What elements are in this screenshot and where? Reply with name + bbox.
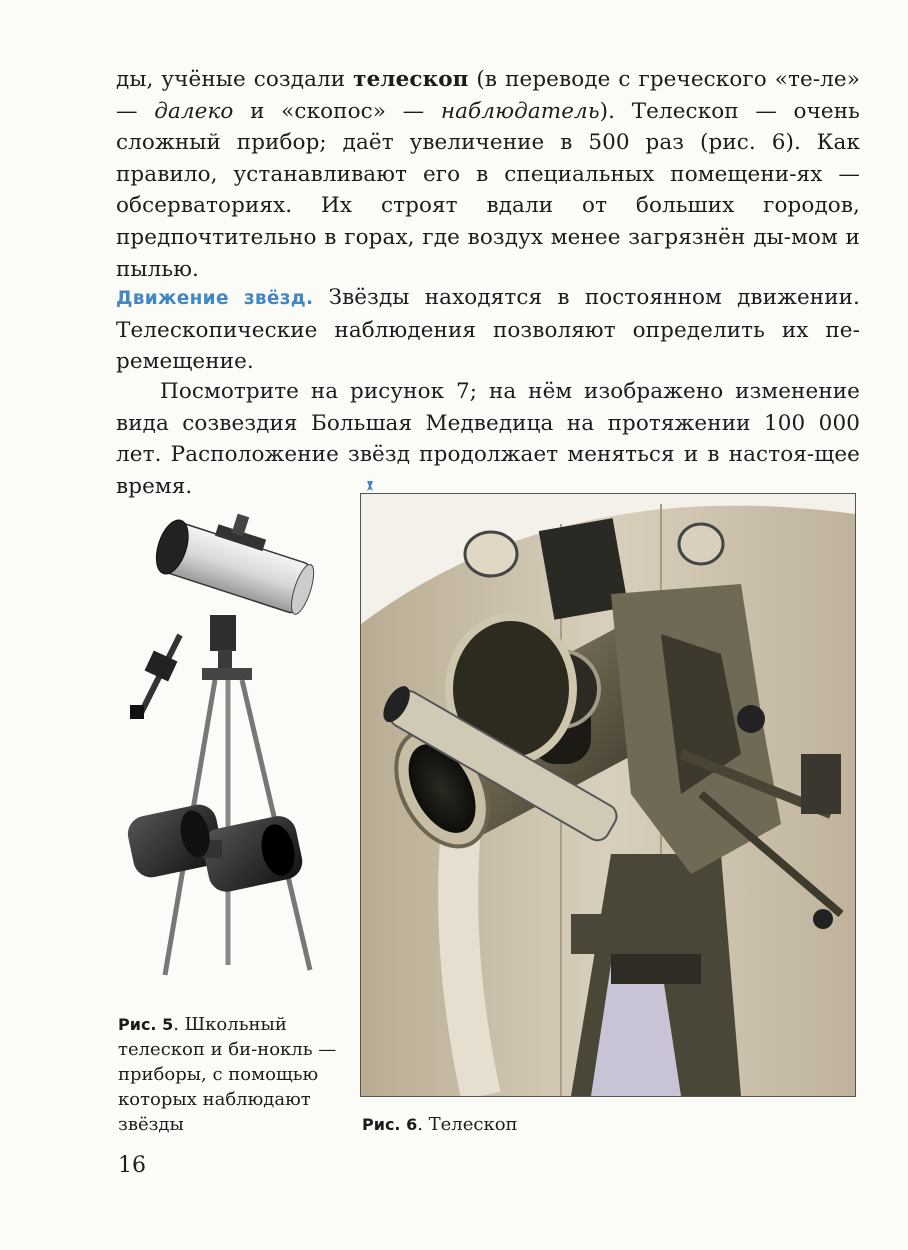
figure-5-label: Рис. 5	[118, 1015, 174, 1034]
p3-text: Посмотрите на рисунок 7; на нём изображено изменение вида созвездия Большая Медведица на протяжении 100 000 лет. Расположение звёзд продолжает меняться и в настоя-щее время.	[116, 379, 860, 499]
term-far: далеко	[154, 98, 234, 124]
term-telescope: телескоп	[353, 67, 469, 92]
paragraph-telescope	[116, 64, 860, 285]
figure-5-caption	[118, 1012, 348, 1137]
figure-6-observatory-telescope	[360, 493, 856, 1097]
p1-text-1: ды, учёные создали	[116, 67, 354, 92]
figure-6-label: Рис. 6	[362, 1115, 418, 1134]
paragraph-big-dipper	[116, 376, 860, 502]
term-observer: наблюдатель	[440, 98, 600, 124]
section-heading: Движение звёзд.	[116, 288, 314, 309]
paragraph-star-motion	[116, 282, 860, 378]
figure-6-caption	[362, 1112, 662, 1137]
p1-text-2: (в переводе с греческого «те-ле» —	[116, 67, 860, 124]
p1-text-4: ). Телескоп — очень сложный прибор; даёт увеличение в 500 раз (рис. 6). Как правило, устанавливают его в специальных помещени-ях — обсерваториях. Их строят вдали от больших городов, предпочтительно в горах, где воздух менее загрязнён ды-мом и пылью.	[116, 98, 860, 282]
p1-text-3: и «скопос» —	[233, 98, 441, 124]
telescope-binoculars-illustration	[110, 500, 350, 1000]
anchor-marker-icon	[365, 480, 375, 494]
figure-6-caption-text: . Телескоп	[417, 1114, 518, 1135]
figure-5-school-telescope	[110, 500, 350, 1000]
page-number: 16	[118, 1153, 146, 1178]
figure-5-caption-text: . Школьный телескоп и би-нокль — приборы, с помощью которых наблюдают звёзды	[118, 1014, 337, 1135]
p2-text: Звёзды находятся в постоянном движении. Телескопические наблюдения позволяют определить их пе-ремещение.	[116, 285, 860, 375]
observatory-telescope-illustration	[361, 494, 855, 1096]
